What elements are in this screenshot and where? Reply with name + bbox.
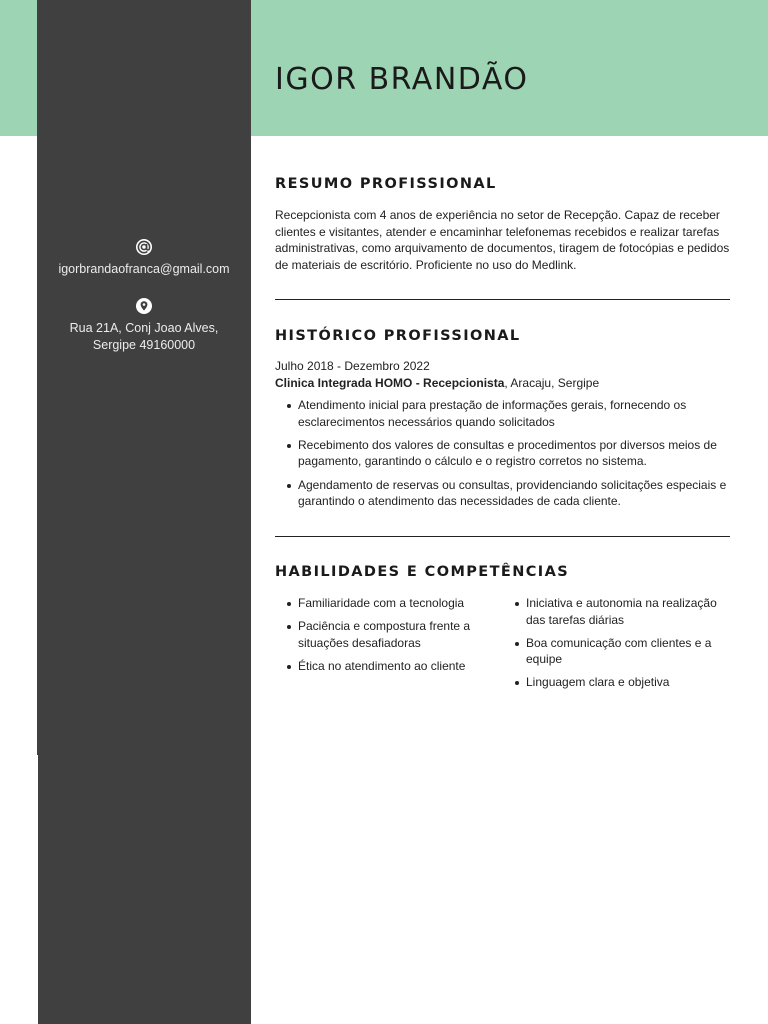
history-title: HISTÓRICO PROFISSIONAL <box>275 328 521 344</box>
list-item: Atendimento inicial para prestação de informações gerais, fornecendo os esclarecimentos necessários quando solicitados <box>275 397 730 430</box>
list-item: Iniciativa e autonomia na realização das tarefas diárias <box>503 595 730 628</box>
skills-right-column <box>503 595 730 697</box>
contact-email <box>37 238 251 278</box>
list-item: Recebimento dos valores de consultas e procedimentos por diversos meios de pagamento, garantindo o cálculo e o registro corretos no sistema. <box>275 437 730 470</box>
job-separator: - <box>412 375 424 390</box>
email-text[interactable]: igorbrandaofranca@gmail.com <box>58 262 230 276</box>
candidate-name: IGOR BRANDÃO <box>275 62 529 97</box>
job-dates: Julho 2018 - Dezembro 2022 <box>275 359 430 373</box>
summary-title: RESUMO PROFISSIONAL <box>275 176 497 192</box>
address-line-2: Sergipe 49160000 <box>92 337 196 352</box>
list-item: Linguagem clara e objetiva <box>503 674 730 691</box>
sidebar-edge-mark <box>36 755 38 1024</box>
at-sign-icon <box>135 238 153 256</box>
summary-text: Recepcionista com 4 anos de experiência no setor de Recepção. Capaz de receber clientes e visitantes, atender e encaminhar telefonemas recebidos e realizar tarefas administrativas, como arquivamento de documentos, tiragem de fotocópias e pedidos de materiais de escritório. Proficiente no uso do Medlink. <box>275 208 730 272</box>
job-role: Recepcionista <box>423 375 505 390</box>
list-item: Ética no atendimento ao cliente <box>275 658 480 675</box>
location-pin-icon <box>135 297 153 315</box>
skills-list-right <box>503 595 730 691</box>
list-item: Agendamento de reservas ou consultas, providenciando solicitações especiais e garantindo o atendimento das necessidades de cada cliente. <box>275 477 730 510</box>
job-heading <box>275 375 730 392</box>
address-line-1: Rua 21A, Conj Joao Alves, <box>69 321 219 335</box>
list-item: Paciência e compostura frente a situações desafiadoras <box>275 618 480 651</box>
contact-address <box>37 297 251 353</box>
job-company: Clinica Integrada HOMO <box>275 375 413 390</box>
list-item: Boa comunicação com clientes e a equipe <box>503 635 730 668</box>
sidebar <box>37 0 251 1024</box>
divider <box>275 536 730 537</box>
job-entry <box>275 358 730 516</box>
skills-left-column <box>275 595 480 681</box>
job-location: , Aracaju, Sergipe <box>504 375 600 390</box>
skills-list-left <box>275 595 480 674</box>
skills-title: HABILIDADES E COMPETÊNCIAS <box>275 564 570 580</box>
list-item: Familiaridade com a tecnologia <box>275 595 480 612</box>
job-bullets <box>275 397 730 510</box>
divider <box>275 299 730 300</box>
